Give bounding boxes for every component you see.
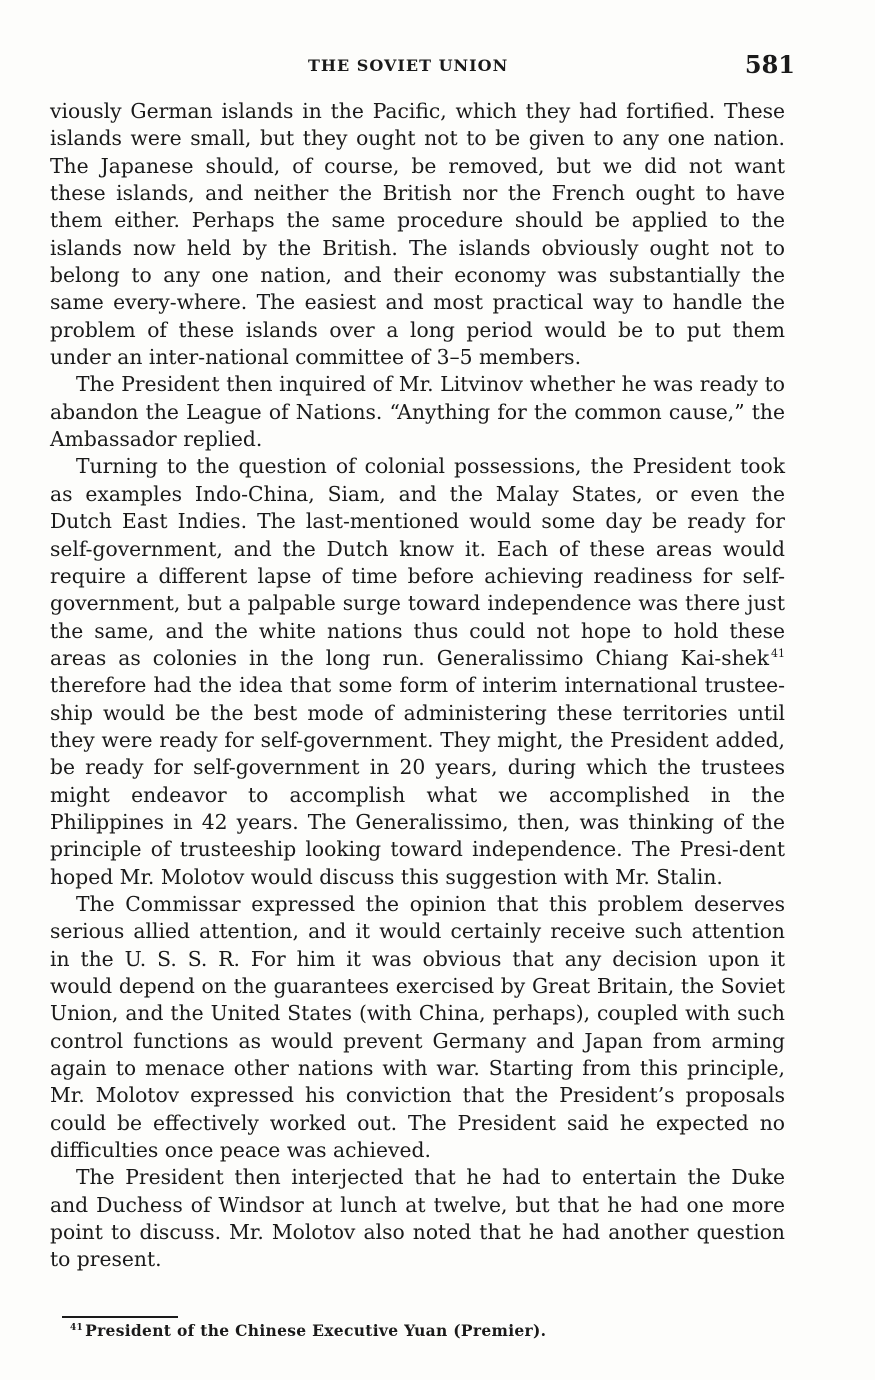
running-title: THE SOVIET UNION [308,56,509,75]
paragraph-colonial-part-b: therefore had the idea that some form of interim international trustee-ship would be the best mode of administering these territories until they were ready for self-government. They might, the President added, be ready for self-government in 20 years, during which the trustees might endeavor to accomplish what we accomplished in the Philippines in 42 years. The Generalissimo, then, was thinking of the principle of trusteeship looking toward independence. The Presi-dent hoped Mr. Molotov would discuss this suggestion with Mr. Stalin. [50,673,785,889]
paragraph-commissar-opinion: The Commissar expressed the opinion that this problem deserves serious allied attention, and it would certainly receive such attention in the U. S. S. R. For him it was obvious that any decision upon it would depend on the guarantees exercised by Great Britain, the Soviet Union, and the United States (with China, perhaps), coupled with such control functions as would prevent Germany and Japan from arming again to menace other nations with war. Starting from this principle, Mr. Molotov expressed his conviction that the President’s proposals could be effectively worked out. The President said he expected no difficulties once peace was achieved. [50,891,785,1163]
page-number: 581 [744,50,795,79]
paragraph-duke-and-duchess: The President then interjected that he had to entertain the Duke and Duchess of Windsor at lunch at twelve, but that he had one more point to discuss. Mr. Molotov also noted that he had another question to present. [50,1165,785,1272]
footnote [70,1321,770,1340]
footnote-text: President of the Chinese Executive Yuan (Premier). [85,1321,547,1340]
paragraph-continued: viously German islands in the Pacific, which they had fortified. These islands were small, but they ought not to be given to any one nation. The Japanese should, of course, be removed, but we did not want these islands, and neither the British nor the French ought to have them either. Perhaps the same procedure should be applied to the islands now held by the British. The islands obviously ought not to belong to any one nation, and their economy was substantially the same every-where. The easiest and most practical way to handle the problem of these islands over a long period would be to put them under an inter-national committee of 3–5 members. [50,99,785,370]
body-text [50,98,785,1274]
paragraph-colonial-possessions [50,453,785,891]
footnote-divider [62,1316,178,1318]
paragraph-league-of-nations: The President then inquired of Mr. Litvinov whether he was ready to abandon the League of Nations. “Anything for the common cause,” the Ambassador replied. [50,372,785,452]
footnote-marker: 41 [70,1322,84,1333]
running-head [50,50,795,84]
paragraph-colonial-part-a: Turning to the question of colonial possessions, the President took as examples Indo-China, Siam, and the Malay States, or even the Dutch East Indies. The last-mentioned would some day be ready for self-government, and the Dutch know it. Each of these areas would require a different lapse of time before achieving readiness for self-government, but a palpable surge toward independence was there just the same, and the white nations thus could not hope to hold these areas as colonies in the long run. Generalissimo Chiang Kai-shek [50,454,785,670]
footnote-reference[interactable]: 41 [771,647,785,661]
